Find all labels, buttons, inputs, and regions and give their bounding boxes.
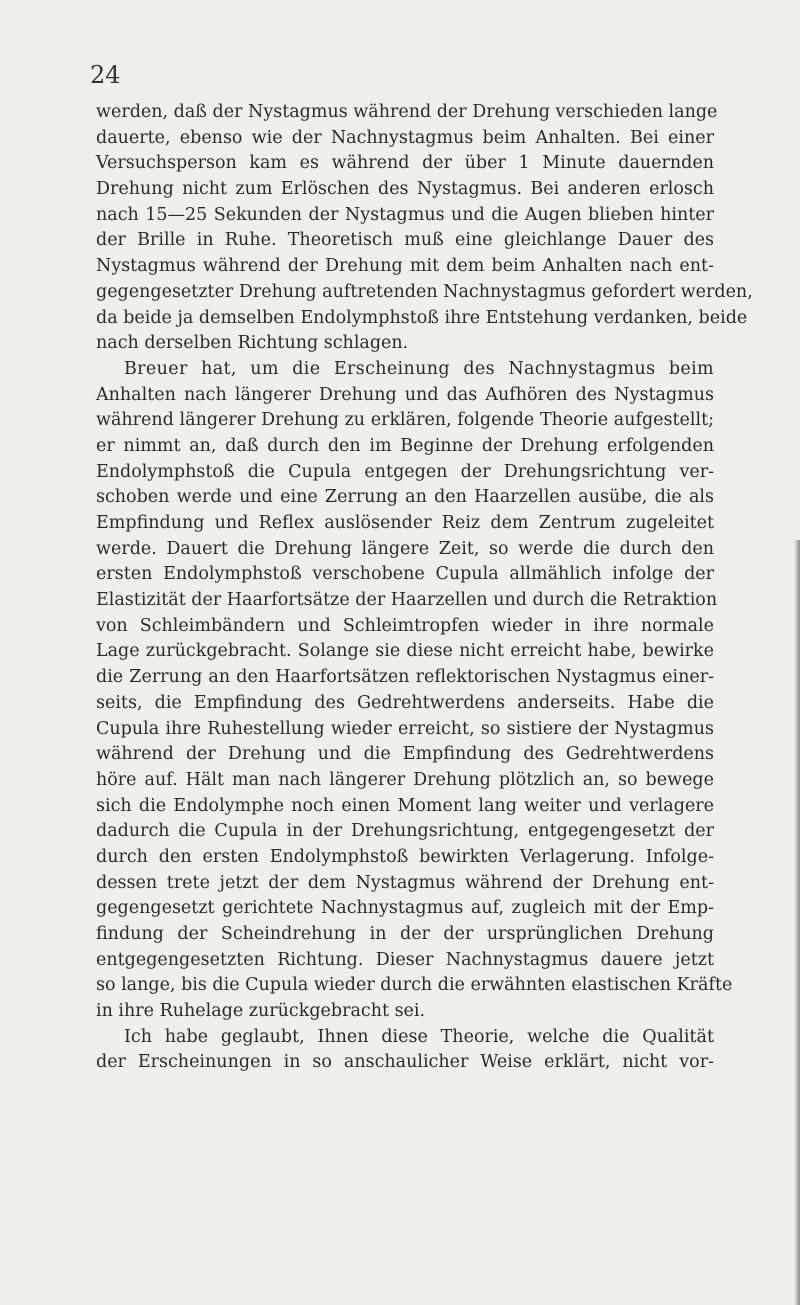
- text-line: entgegengesetzten Richtung. Dieser Nachnystagmus dauere jetzt: [96, 949, 714, 970]
- text-line: da beide ja demselben Endolymphstoß ihre Entstehung verdanken, beide: [96, 307, 748, 328]
- text-line: die Zerrung an den Haarfortsätzen reflektorischen Nystagmus einer-: [96, 667, 714, 688]
- text-line: Cupula ihre Ruhestellung wieder erreicht, so sistiere der Nystagmus: [96, 718, 714, 739]
- page-edge-shadow: [794, 540, 800, 1305]
- text-line: Drehung nicht zum Erlöschen des Nystagmus. Bei anderen erlosch: [96, 179, 714, 200]
- body-text: [96, 100, 753, 1076]
- text-line: in ihre Ruhelage zurückgebracht sei.: [96, 1001, 426, 1022]
- text-line: dadurch die Cupula in der Drehungsrichtung, entgegengesetzt der: [96, 821, 714, 842]
- text-line: Elastizität der Haarfortsätze der Haarzellen und durch die Retraktion: [96, 590, 718, 611]
- text-line: ersten Endolymphstoß verschobene Cupula allmählich infolge der: [96, 564, 714, 585]
- text-line: von Schleimbändern und Schleimtropfen wieder in ihre normale: [96, 615, 714, 636]
- text-line: während längerer Drehung zu erklären, folgende Theorie aufgestellt;: [96, 410, 714, 431]
- text-line: Nystagmus während der Drehung mit dem beim Anhalten nach ent-: [96, 256, 714, 277]
- text-line: sich die Endolymphe noch einen Moment lang weiter und verlagere: [96, 795, 714, 816]
- text-line: schoben werde und eine Zerrung an den Haarzellen ausübe, die als: [96, 487, 714, 508]
- text-line: nach derselben Richtung schlagen.: [96, 333, 409, 354]
- text-line: er nimmt an, daß durch den im Beginne der Drehung erfolgenden: [96, 435, 714, 456]
- text-line: Ich habe geglaubt, Ihnen diese Theorie, welche die Qualität: [124, 1026, 714, 1047]
- text-line: Breuer hat, um die Erscheinung des Nachnystagmus beim: [124, 358, 714, 379]
- text-line: dauerte, ebenso wie der Nachnystagmus beim Anhalten. Bei einer: [96, 127, 714, 148]
- text-line: der Erscheinungen in so anschaulicher Weise erklärt, nicht vor-: [96, 1052, 714, 1073]
- text-line: Empfindung und Reflex auslösender Reiz dem Zentrum zugeleitet: [96, 513, 714, 533]
- page-number: 24: [90, 61, 121, 89]
- text-line: so lange, bis die Cupula wieder durch die erwähnten elastischen Kräfte: [96, 975, 733, 996]
- text-line: höre auf. Hält man nach längerer Drehung plötzlich an, so bewege: [96, 769, 714, 790]
- text-line: während der Drehung und die Empfindung des Gedrehtwerdens: [96, 744, 714, 765]
- text-line: durch den ersten Endolymphstoß bewirkten Verlagerung. Infolge-: [96, 846, 714, 867]
- text-line: gegengesetzt gerichtete Nachnystagmus auf, zugleich mit der Emp-: [96, 898, 714, 919]
- text-line: Lage zurückgebracht. Solange sie diese nicht erreicht habe, bewirke: [96, 641, 714, 662]
- text-line: gegengesetzter Drehung auftretenden Nachnystagmus gefordert werden,: [96, 281, 753, 302]
- text-line: seits, die Empfindung des Gedrehtwerdens anderseits. Habe die: [96, 692, 714, 713]
- text-line: der Brille in Ruhe. Theoretisch muß eine gleichlange Dauer des: [96, 230, 714, 251]
- text-line: findung der Scheindrehung in der der ursprünglichen Drehung: [96, 924, 714, 944]
- text-line: werde. Dauert die Drehung längere Zeit, so werde die durch den: [96, 538, 714, 559]
- text-line: Anhalten nach längerer Drehung und das Aufhören des Nystagmus: [96, 384, 714, 405]
- text-line: dessen trete jetzt der dem Nystagmus während der Drehung ent-: [96, 872, 714, 893]
- text-line: Endolymphstoß die Cupula entgegen der Drehungsrichtung ver-: [96, 461, 714, 482]
- text-line: nach 15—25 Sekunden der Nystagmus und die Augen blieben hinter: [96, 204, 714, 225]
- text-line: Versuchsperson kam es während der über 1 Minute dauernden: [96, 153, 714, 174]
- text-line: werden, daß der Nystagmus während der Drehung verschieden lange: [96, 102, 718, 122]
